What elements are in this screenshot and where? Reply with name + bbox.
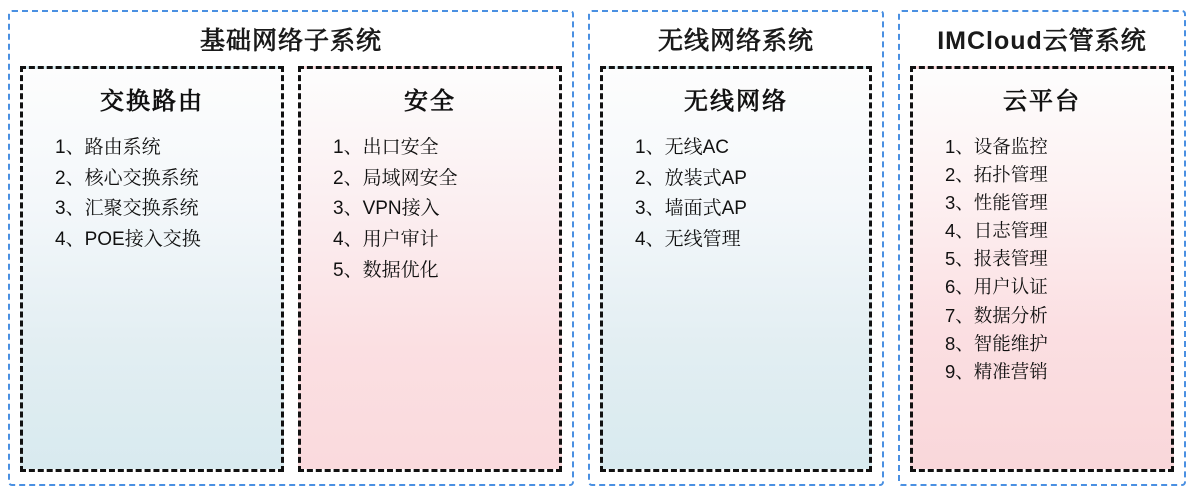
list-item: 2、放装式AP: [635, 167, 747, 189]
list-item: 1、路由系统: [55, 136, 161, 158]
list-item: 4、无线管理: [635, 229, 741, 251]
card-title: 安全: [404, 87, 456, 115]
group-body: [600, 66, 872, 473]
group-title: 基础网络子系统: [199, 27, 382, 55]
card-switching-routing: [20, 66, 284, 473]
card-item-list: [919, 133, 1165, 386]
list-item: 1、无线AC: [635, 136, 729, 158]
list-item: 1、出口安全: [333, 136, 439, 158]
list-item: 3、墙面式AP: [635, 198, 747, 220]
group-title: 无线网络系统: [657, 27, 814, 55]
group-imcloud-management-system: [898, 10, 1186, 486]
group-wireless-network-system: [588, 10, 884, 486]
list-item: 4、POE接入交换: [55, 229, 201, 251]
group-body: [20, 66, 562, 473]
card-item-list: [307, 133, 553, 287]
list-item: 7、数据分析: [945, 304, 1048, 326]
card-item-list: [29, 133, 275, 256]
list-item: 3、性能管理: [945, 192, 1048, 214]
list-item: 8、智能维护: [945, 332, 1048, 354]
list-item: 3、VPN接入: [333, 198, 440, 220]
list-item: 9、精准营销: [945, 360, 1048, 382]
card-security: [298, 66, 562, 473]
card-item-list: [609, 133, 863, 256]
card-title: 无线网络: [684, 87, 788, 115]
list-item: 1、设备监控: [945, 135, 1048, 157]
list-item: 2、局域网安全: [333, 167, 458, 189]
card-wireless-network: [600, 66, 872, 473]
list-item: 3、汇聚交换系统: [55, 198, 199, 220]
card-title: 云平台: [1003, 87, 1081, 115]
list-item: 2、核心交换系统: [55, 167, 199, 189]
group-body: [910, 66, 1174, 473]
card-cloud-platform: [910, 66, 1174, 473]
group-basic-network-subsystem: [8, 10, 574, 486]
group-title: IMCloud云管系统: [937, 27, 1147, 55]
card-title: 交换路由: [100, 87, 204, 115]
list-item: 4、用户审计: [333, 229, 439, 251]
list-item: 2、拓扑管理: [945, 164, 1048, 185]
list-item: 6、用户认证: [945, 276, 1048, 298]
list-item: 4、日志管理: [945, 220, 1048, 242]
list-item: 5、报表管理: [945, 248, 1048, 270]
list-item: 5、数据优化: [333, 259, 439, 281]
